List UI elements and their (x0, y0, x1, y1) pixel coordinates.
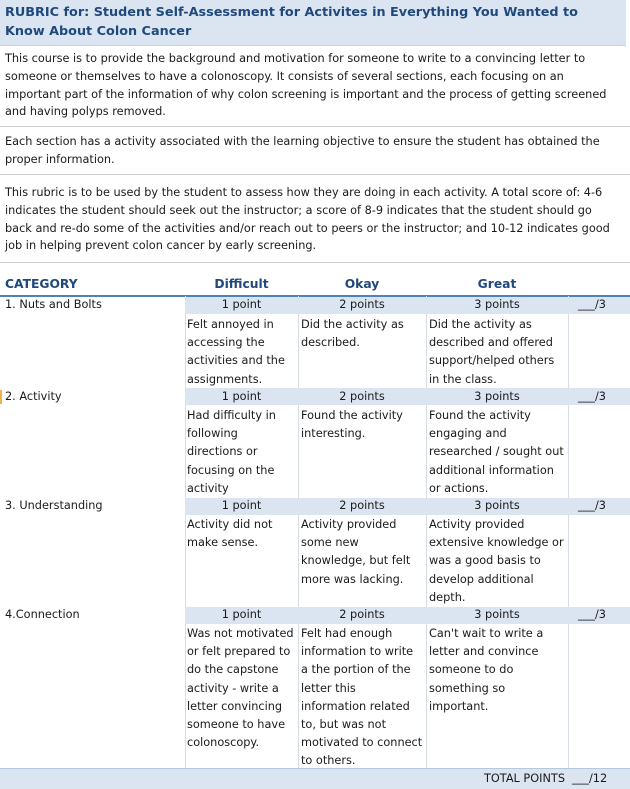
points-great: 3 points (474, 499, 520, 512)
desc-okay: Felt had enough information to write a the portion of the letter this information related to, but was not motivated to connect to others. (301, 627, 423, 768)
points-great: 3 points (474, 608, 520, 621)
score-blank: ___/3 (578, 499, 606, 512)
column-line (185, 296, 186, 768)
section-paragraph: Each section has a activity associated with the learning objective to ensure the student has obtained the proper information. (5, 135, 600, 166)
desc-okay: Did the activity as described. (301, 318, 404, 350)
row-category: 2. Activity (5, 390, 62, 403)
desc-difficult: Activity did not make sense. (187, 518, 273, 550)
table-header (0, 275, 630, 297)
desc-great: Can't wait to write a letter and convince someone to do something so important. (429, 627, 544, 713)
points-okay: 2 points (339, 298, 385, 311)
points-difficult: 1 point (221, 608, 262, 621)
score-blank: ___/3 (578, 390, 606, 403)
header-great: Great (477, 277, 517, 291)
desc-difficult: Was not motivated or felt prepared to do the capstone activity - write a letter convincing someone to have colonoscopy. (187, 627, 294, 750)
scoring-paragraph: This rubric is to be used by the student to assess how they are doing in each activity. A total score of: 4-6 indicates the student should seek out the instructor; a score of 8-9 indicates that the student should go back and re-do some of the activities and/or reach out to peers or the instructor; and 10-12 indicates good job in helping prevent colon cancer by early screening. (5, 186, 610, 253)
column-line (426, 296, 427, 768)
points-difficult: 1 point (221, 499, 262, 512)
header-category: CATEGORY (5, 277, 78, 291)
row-category: 4.Connection (5, 608, 80, 621)
column-line (568, 296, 569, 768)
desc-difficult: Felt annoyed in accessing the activities and the assignments. (187, 318, 285, 386)
desc-difficult: Had difficulty in following directions or focusing on the activity (187, 409, 276, 495)
total-label: TOTAL POINTS (484, 772, 565, 785)
points-great: 3 points (474, 390, 520, 403)
rubric-title: RUBRIC for: Student Self-Assessment for Activites in Everything You Wanted to Know About Colon Cancer (5, 5, 578, 39)
total-row (0, 768, 630, 789)
desc-great: Did the activity as described and offered support/helped others in the class. (429, 318, 555, 386)
desc-okay: Found the activity interesting. (301, 409, 403, 441)
desc-great: Activity provided extensive knowledge or was a good basis to develop additional depth. (429, 518, 564, 604)
divider (0, 262, 630, 263)
desc-okay: Activity provided some new knowledge, but felt more was lacking. (301, 518, 411, 586)
divider (0, 126, 630, 127)
intro-paragraph: This course is to provide the background and motivation for someone to write to a convincing letter to someone or themselves to have a colonoscopy. It consists of several sections, each focusing on an important part of the information of why colon screening is important and the process of getting screened and having polyps removed. (5, 52, 607, 119)
header-difficult: Difficult (214, 277, 269, 291)
header-okay: Okay (344, 277, 380, 291)
rubric-title-bar (0, 0, 626, 46)
row-category: 1. Nuts and Bolts (5, 298, 102, 311)
desc-great: Found the activity engaging and researched / sought out additional information or actions. (429, 409, 564, 495)
points-okay: 2 points (339, 608, 385, 621)
score-blank: ___/3 (578, 298, 606, 311)
row-marker (0, 390, 2, 404)
score-blank: ___/3 (578, 608, 606, 621)
column-line (298, 296, 299, 768)
points-difficult: 1 point (221, 298, 262, 311)
points-okay: 2 points (339, 499, 385, 512)
row-category: 3. Understanding (5, 499, 103, 512)
points-great: 3 points (474, 298, 520, 311)
divider (0, 174, 630, 175)
points-okay: 2 points (339, 390, 385, 403)
points-difficult: 1 point (221, 390, 262, 403)
total-score: ___/12 (572, 772, 608, 785)
